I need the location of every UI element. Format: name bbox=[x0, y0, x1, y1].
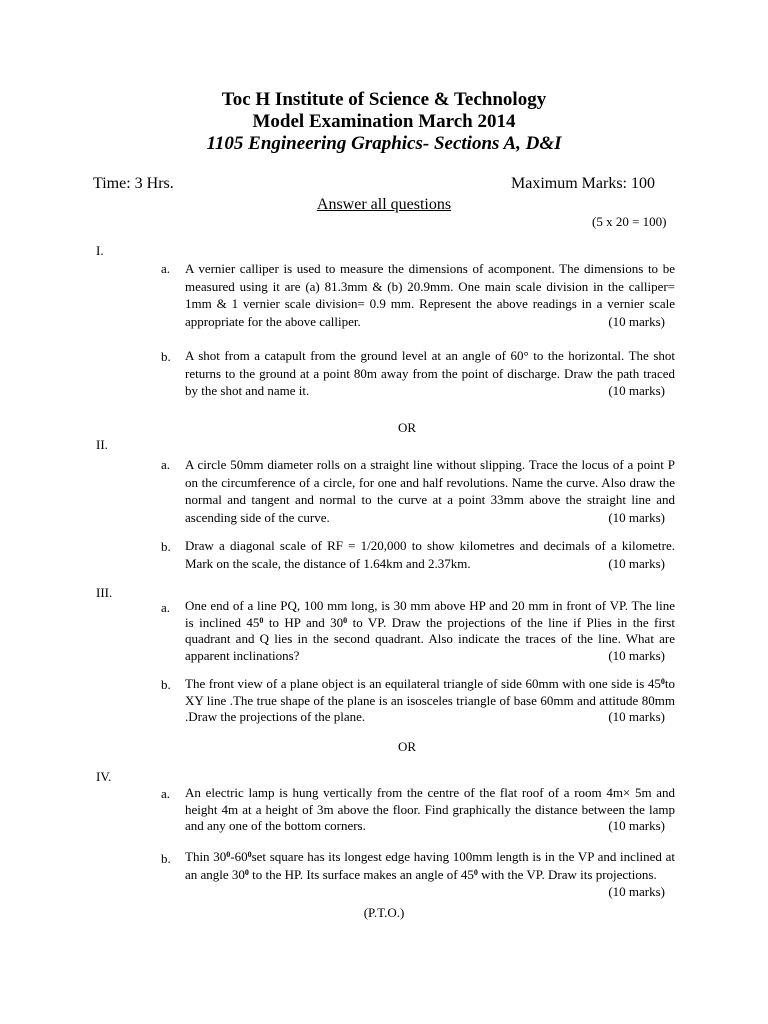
course-title: 1105 Engineering Graphics- Sections A, D&I bbox=[206, 133, 562, 154]
question-text: A vernier calliper is used to measure the dimensions of acomponent. The dimensions to be measured using it are (a) 81.3mm & (b) 20.9mm. One main scale division in the calliper= 1mm & 1 vernier scale division= 0.9 mm. Represent the above readings in a vernier scale appropriate for the above calliper. (10 marks) bbox=[185, 261, 675, 329]
question-text: The front view of a plane object is an equilateral triangle of side 60mm with one side is $45^0to$ XY line .The true shape of the plane is an isosceles triangle of base 60mm and attitude 80mm .Draw the projections of the plane. (10 marks) bbox=[185, 676, 675, 724]
marks: (10 marks) bbox=[608, 709, 665, 724]
exam-title: Model Examination March 2014 bbox=[252, 111, 516, 132]
marks: (10 marks) bbox=[608, 647, 665, 663]
or-separator: OR bbox=[397, 420, 417, 435]
part-label: a. bbox=[161, 261, 171, 276]
page-turn-note: (P.T.O.) bbox=[363, 905, 405, 920]
question-number: I. bbox=[96, 243, 104, 258]
or-separator: OR bbox=[397, 739, 417, 754]
question-text: An electric lamp is hung vertically from the centre of the flat roof of a room 4m× 5m and height 4m at a height of 3m above the floor. Find graphically the distance between the lamp and any one of the bottom corners. (10 marks) bbox=[185, 785, 675, 833]
marks: (10 marks) bbox=[608, 818, 665, 833]
part-label: b. bbox=[161, 677, 171, 692]
question-number: IV. bbox=[96, 769, 112, 784]
marks: (10 marks) bbox=[608, 509, 665, 525]
part-label: b. bbox=[161, 539, 171, 554]
question-text: A shot from a catapult from the ground level at an angle of 60° to the horizontal. The shot returns to the ground at a point 80m away from the point of discharge. Draw the path traced by the shot and name it. (10 marks) bbox=[185, 348, 675, 398]
part-label: a. bbox=[161, 786, 171, 801]
question-number: III. bbox=[96, 585, 113, 600]
exam-time: Time: 3 Hrs. bbox=[93, 175, 174, 192]
question-text: A circle 50mm diameter rolls on a straight line without slipping. Trace the locus of a point P on the circumference of a circle, for one and half revolutions. Name the curve. Also draw the normal and tangent and normal to the curve at a point 33mm above the straight line and ascending side of the curve. (10 marks) bbox=[185, 457, 675, 525]
marks: (10 marks) bbox=[608, 555, 665, 571]
question-text: Thin $30^0-60^0set$ square has its longest edge having 100mm length is in the VP and inclined at an angle $30^0$ to the HP. Its surface makes an angle of $45^0$ with the VP. Draw its projections. (10 marks) bbox=[185, 849, 675, 899]
part-label: a. bbox=[161, 457, 171, 472]
institute-title: Toc H Institute of Science & Technology bbox=[221, 89, 547, 110]
question-text: Draw a diagonal scale of RF = 1/20,000 to show kilometres and decimals of a kilometre. Mark on the scale, the distance of 1.64km and 2.37km. (10 marks) bbox=[185, 538, 675, 571]
marks: (10 marks) bbox=[608, 383, 665, 398]
question-number: II. bbox=[96, 437, 108, 452]
marks-scheme: (5 x 20 = 100) bbox=[592, 214, 667, 229]
part-label: b. bbox=[161, 851, 171, 866]
marks: (10 marks) bbox=[608, 884, 665, 899]
marks: (10 marks) bbox=[608, 313, 665, 329]
maximum-marks: Maximum Marks: 100 bbox=[511, 175, 655, 192]
instruction: Answer all questions bbox=[316, 196, 452, 213]
question-text: One end of a line PQ, 100 mm long, is 30 mm above HP and 20 mm in front of VP. The line is inclined $45^0$ to HP and $30^0$ to VP. Draw the projections of the line if Plies in the first quadrant and Q lies in the second quadrant. Also indicate the traces of the line. What are apparent inclinations? (10 marks) bbox=[185, 598, 675, 663]
part-label: a. bbox=[161, 600, 171, 615]
part-label: b. bbox=[161, 349, 171, 364]
